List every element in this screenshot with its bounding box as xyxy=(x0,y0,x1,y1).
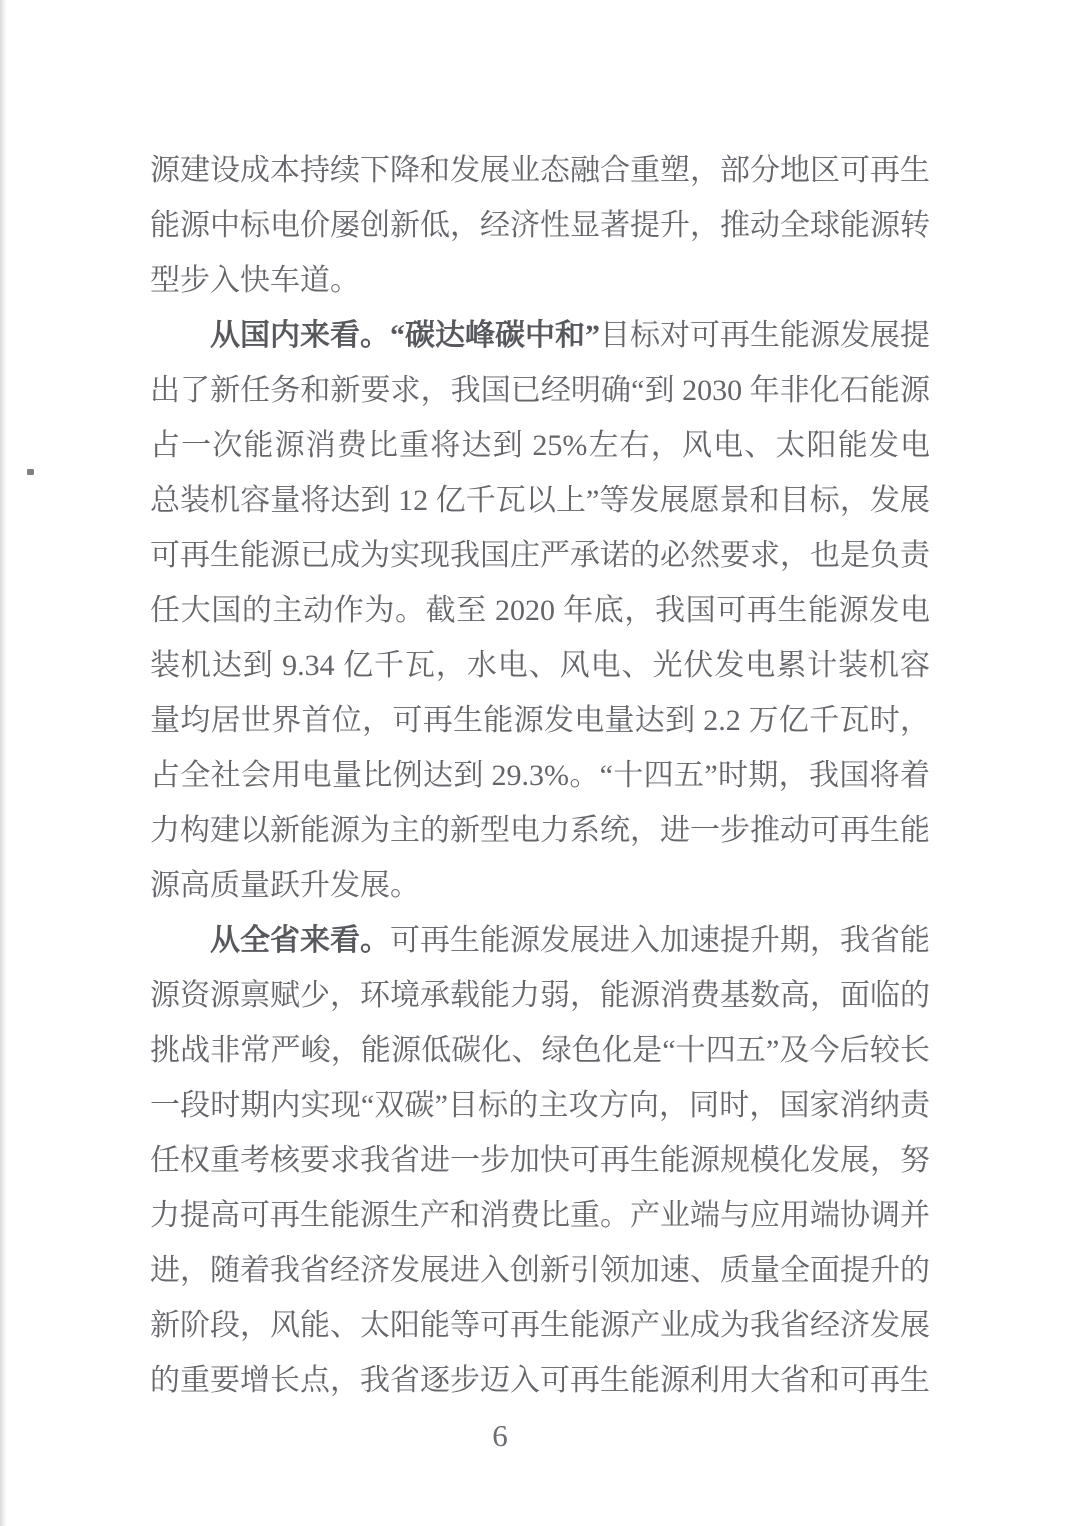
paragraph-text: 可再生能源发展进入加速提升期，我省能源资源禀赋少，环境承载能力弱，能源消费基数高，面临的挑战非常严峻，能源低碳化、绿色化是“十四五”及今后较长一段时期内实现“双碳”目标的主攻方向，同时，国家消纳责任权重考核要求我省进一步加快可再生能源规模化发展，努力提高可再生能源生产和消费比重。产业端与应用端协调并进，随着我省经济发展进入创新引领加速、质量全面提升的新阶段，风能、太阳能等可再生能源产业成为我省经济发展的重要增长点，我省逐步迈入可再生能源利用大省和可再生 xyxy=(150,924,930,1397)
scan-speck xyxy=(27,469,34,475)
paragraph-lead-phrase: 从全省来看。 xyxy=(210,924,390,957)
paragraph-text: 目标对可再生能源发展提出了新任务和新要求，我国已经明确“到 2030 年非化石能源占一次能源消费比重将达到 25%左右，风电、太阳能发电总装机容量将达到 12 亿千瓦以上”等发展愿景和目标，发展可再生能源已成为实现我国庄严承诺的必然要求，也是负责任大国的主动作为。截至 2020 年底，我国可再生能源发电装机达到 9.34 亿千瓦，水电、风电、光伏发电累计装机容量均居世界首位，可再生能源发电量达到 2.2 万亿千瓦时，占全社会用电量比例达到 29.3%。“十四五”时期，我国将着力构建以新能源为主的新型电力系统，进一步推动可再生能源高质量跃升发展。 xyxy=(150,319,930,902)
paragraph-province-outlook xyxy=(150,913,930,1408)
document-body xyxy=(150,143,930,1408)
page-footer xyxy=(110,1408,890,1463)
paragraph-text: 源建设成本持续下降和发展业态融合重塑，部分地区可再生能源中标电价屡创新低，经济性显著提升，推动全球能源转型步入快车道。 xyxy=(150,154,930,297)
paragraph-domestic-outlook xyxy=(150,308,930,913)
page-number: 6 xyxy=(492,1418,508,1453)
paragraph-lead-phrase: 从国内来看。“碳达峰碳中和” xyxy=(210,319,600,352)
scan-edge-shadow xyxy=(0,0,7,1526)
paragraph-continuation xyxy=(150,143,930,308)
